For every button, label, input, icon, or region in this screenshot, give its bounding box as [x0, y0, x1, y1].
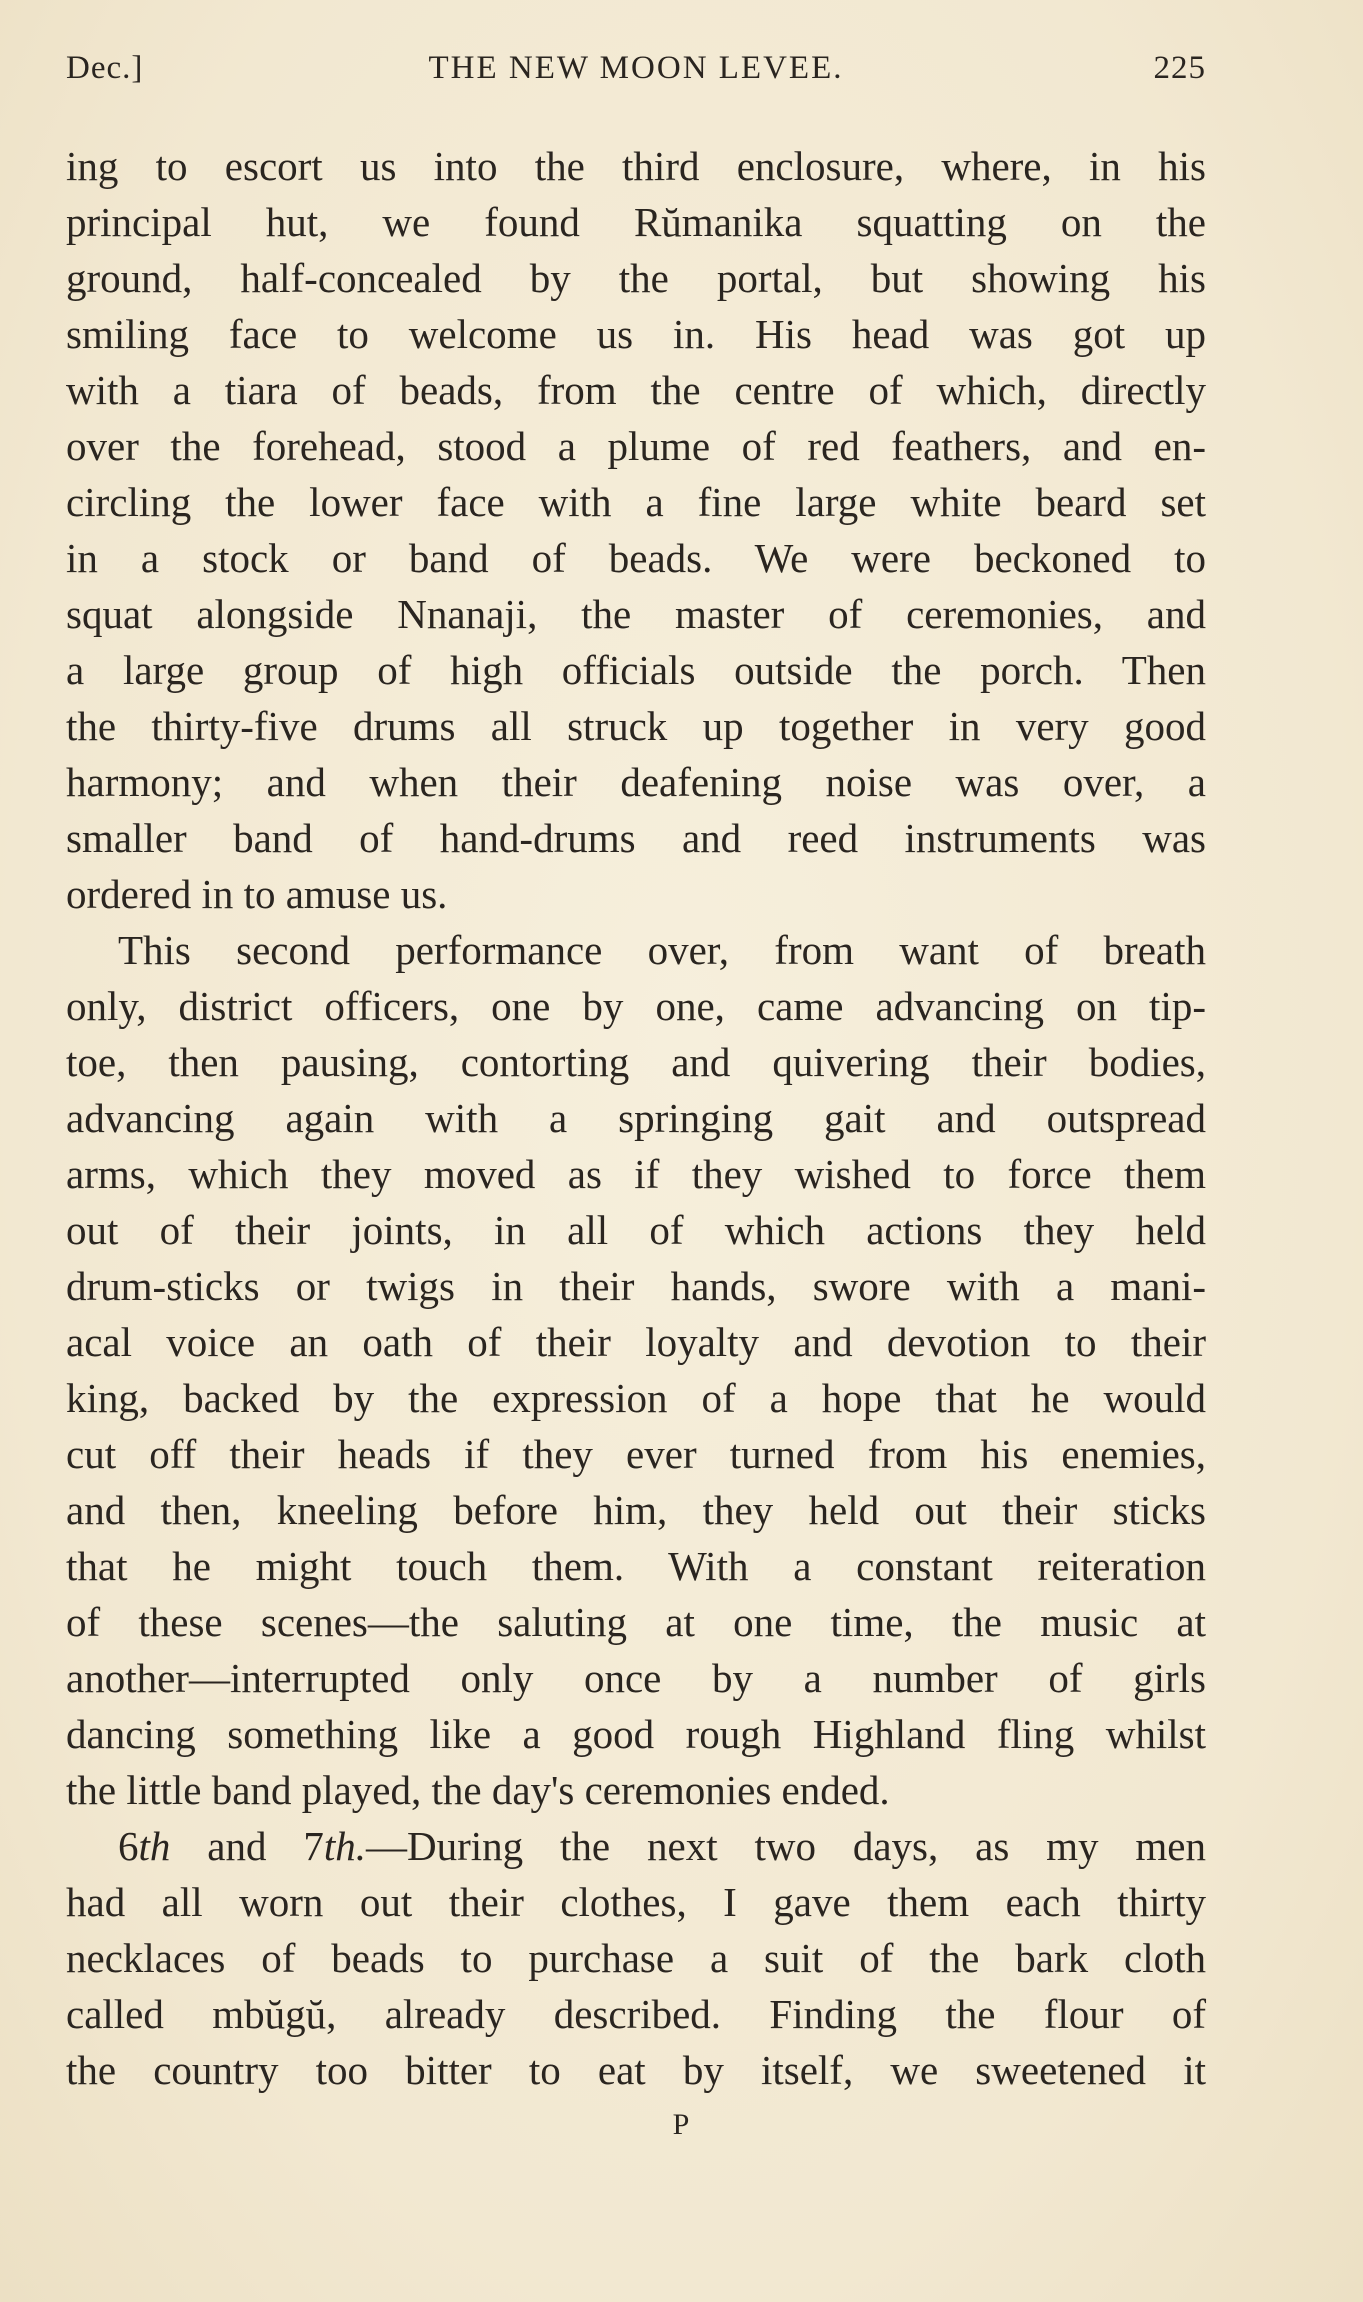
signature-mark: P [672, 2108, 691, 2141]
text-line: another—interrupted only once by a number of girls [66, 1655, 1206, 1701]
text-line: of these scenes—the saluting at one time, the music at [66, 1599, 1206, 1645]
text-line: ing to escort us into the third enclosure, where, in his [66, 143, 1206, 189]
text-line: cut off their heads if they ever turned from his enemies, [66, 1431, 1206, 1477]
paragraph [66, 1818, 1206, 2098]
text-line: drum-sticks or twigs in their hands, swore with a mani- [66, 1263, 1206, 1309]
body-text [66, 138, 1206, 2098]
text-line: principal hut, we found Rŭmanika squatting on the [66, 199, 1206, 245]
text-line: harmony; and when their deafening noise was over, a [66, 759, 1206, 805]
text-line: dancing something like a good rough Highland fling whilst [66, 1711, 1206, 1757]
text-line: smiling face to welcome us in. His head was got up [66, 311, 1206, 357]
text-line: the thirty-five drums all struck up together in very good [66, 703, 1206, 749]
header-title: THE NEW MOON LEVEE. [428, 50, 844, 86]
text-line: only, district officers, one by one, came advancing on tip- [66, 983, 1206, 1029]
text-line: with a tiara of beads, from the centre of which, directly [66, 367, 1206, 413]
text-line: and then, kneeling before him, they held out their sticks [66, 1487, 1206, 1533]
text-line: over the forehead, stood a plume of red feathers, and en- [66, 423, 1206, 469]
paragraph [66, 138, 1206, 922]
text-line: acal voice an oath of their loyalty and devotion to their [66, 1319, 1206, 1365]
text-line: out of their joints, in all of which actions they held [66, 1207, 1206, 1253]
text-line: 6th and 7th.—During the next two days, as my men [118, 1823, 1206, 1869]
text-line: in a stock or band of beads. We were beckoned to [66, 535, 1206, 581]
text-line: This second performance over, from want of breath [118, 927, 1206, 973]
text-line: advancing again with a springing gait and outspread [66, 1095, 1206, 1141]
text-line: called mbŭgŭ, already described. Finding the flour of [66, 1991, 1206, 2037]
text-line: circling the lower face with a fine large white beard set [66, 479, 1206, 525]
text-line: smaller band of hand-drums and reed instruments was [66, 815, 1206, 861]
text-line: ground, half-concealed by the portal, but showing his [66, 255, 1206, 301]
paragraph [66, 922, 1206, 1818]
text-line: king, backed by the expression of a hope that he would [66, 1375, 1206, 1421]
text-line: a large group of high officials outside the porch. Then [66, 647, 1206, 693]
page-number: 225 [1153, 50, 1206, 86]
running-header [66, 50, 1206, 100]
header-section-label: Dec.] [66, 50, 144, 86]
text-line: the country too bitter to eat by itself, we sweetened it [66, 2047, 1206, 2093]
text-line: had all worn out their clothes, I gave them each thirty [66, 1879, 1206, 1925]
text-line: toe, then pausing, contorting and quivering their bodies, [66, 1039, 1206, 1085]
text-line: ordered in to amuse us. [66, 871, 448, 917]
text-line: necklaces of beads to purchase a suit of the bark cloth [66, 1935, 1206, 1981]
text-line: the little band played, the day's ceremonies ended. [66, 1767, 890, 1813]
text-line: squat alongside Nnanaji, the master of ceremonies, and [66, 591, 1206, 637]
text-line: arms, which they moved as if they wished to force them [66, 1151, 1206, 1197]
text-line: that he might touch them. With a constant reiteration [66, 1543, 1206, 1589]
